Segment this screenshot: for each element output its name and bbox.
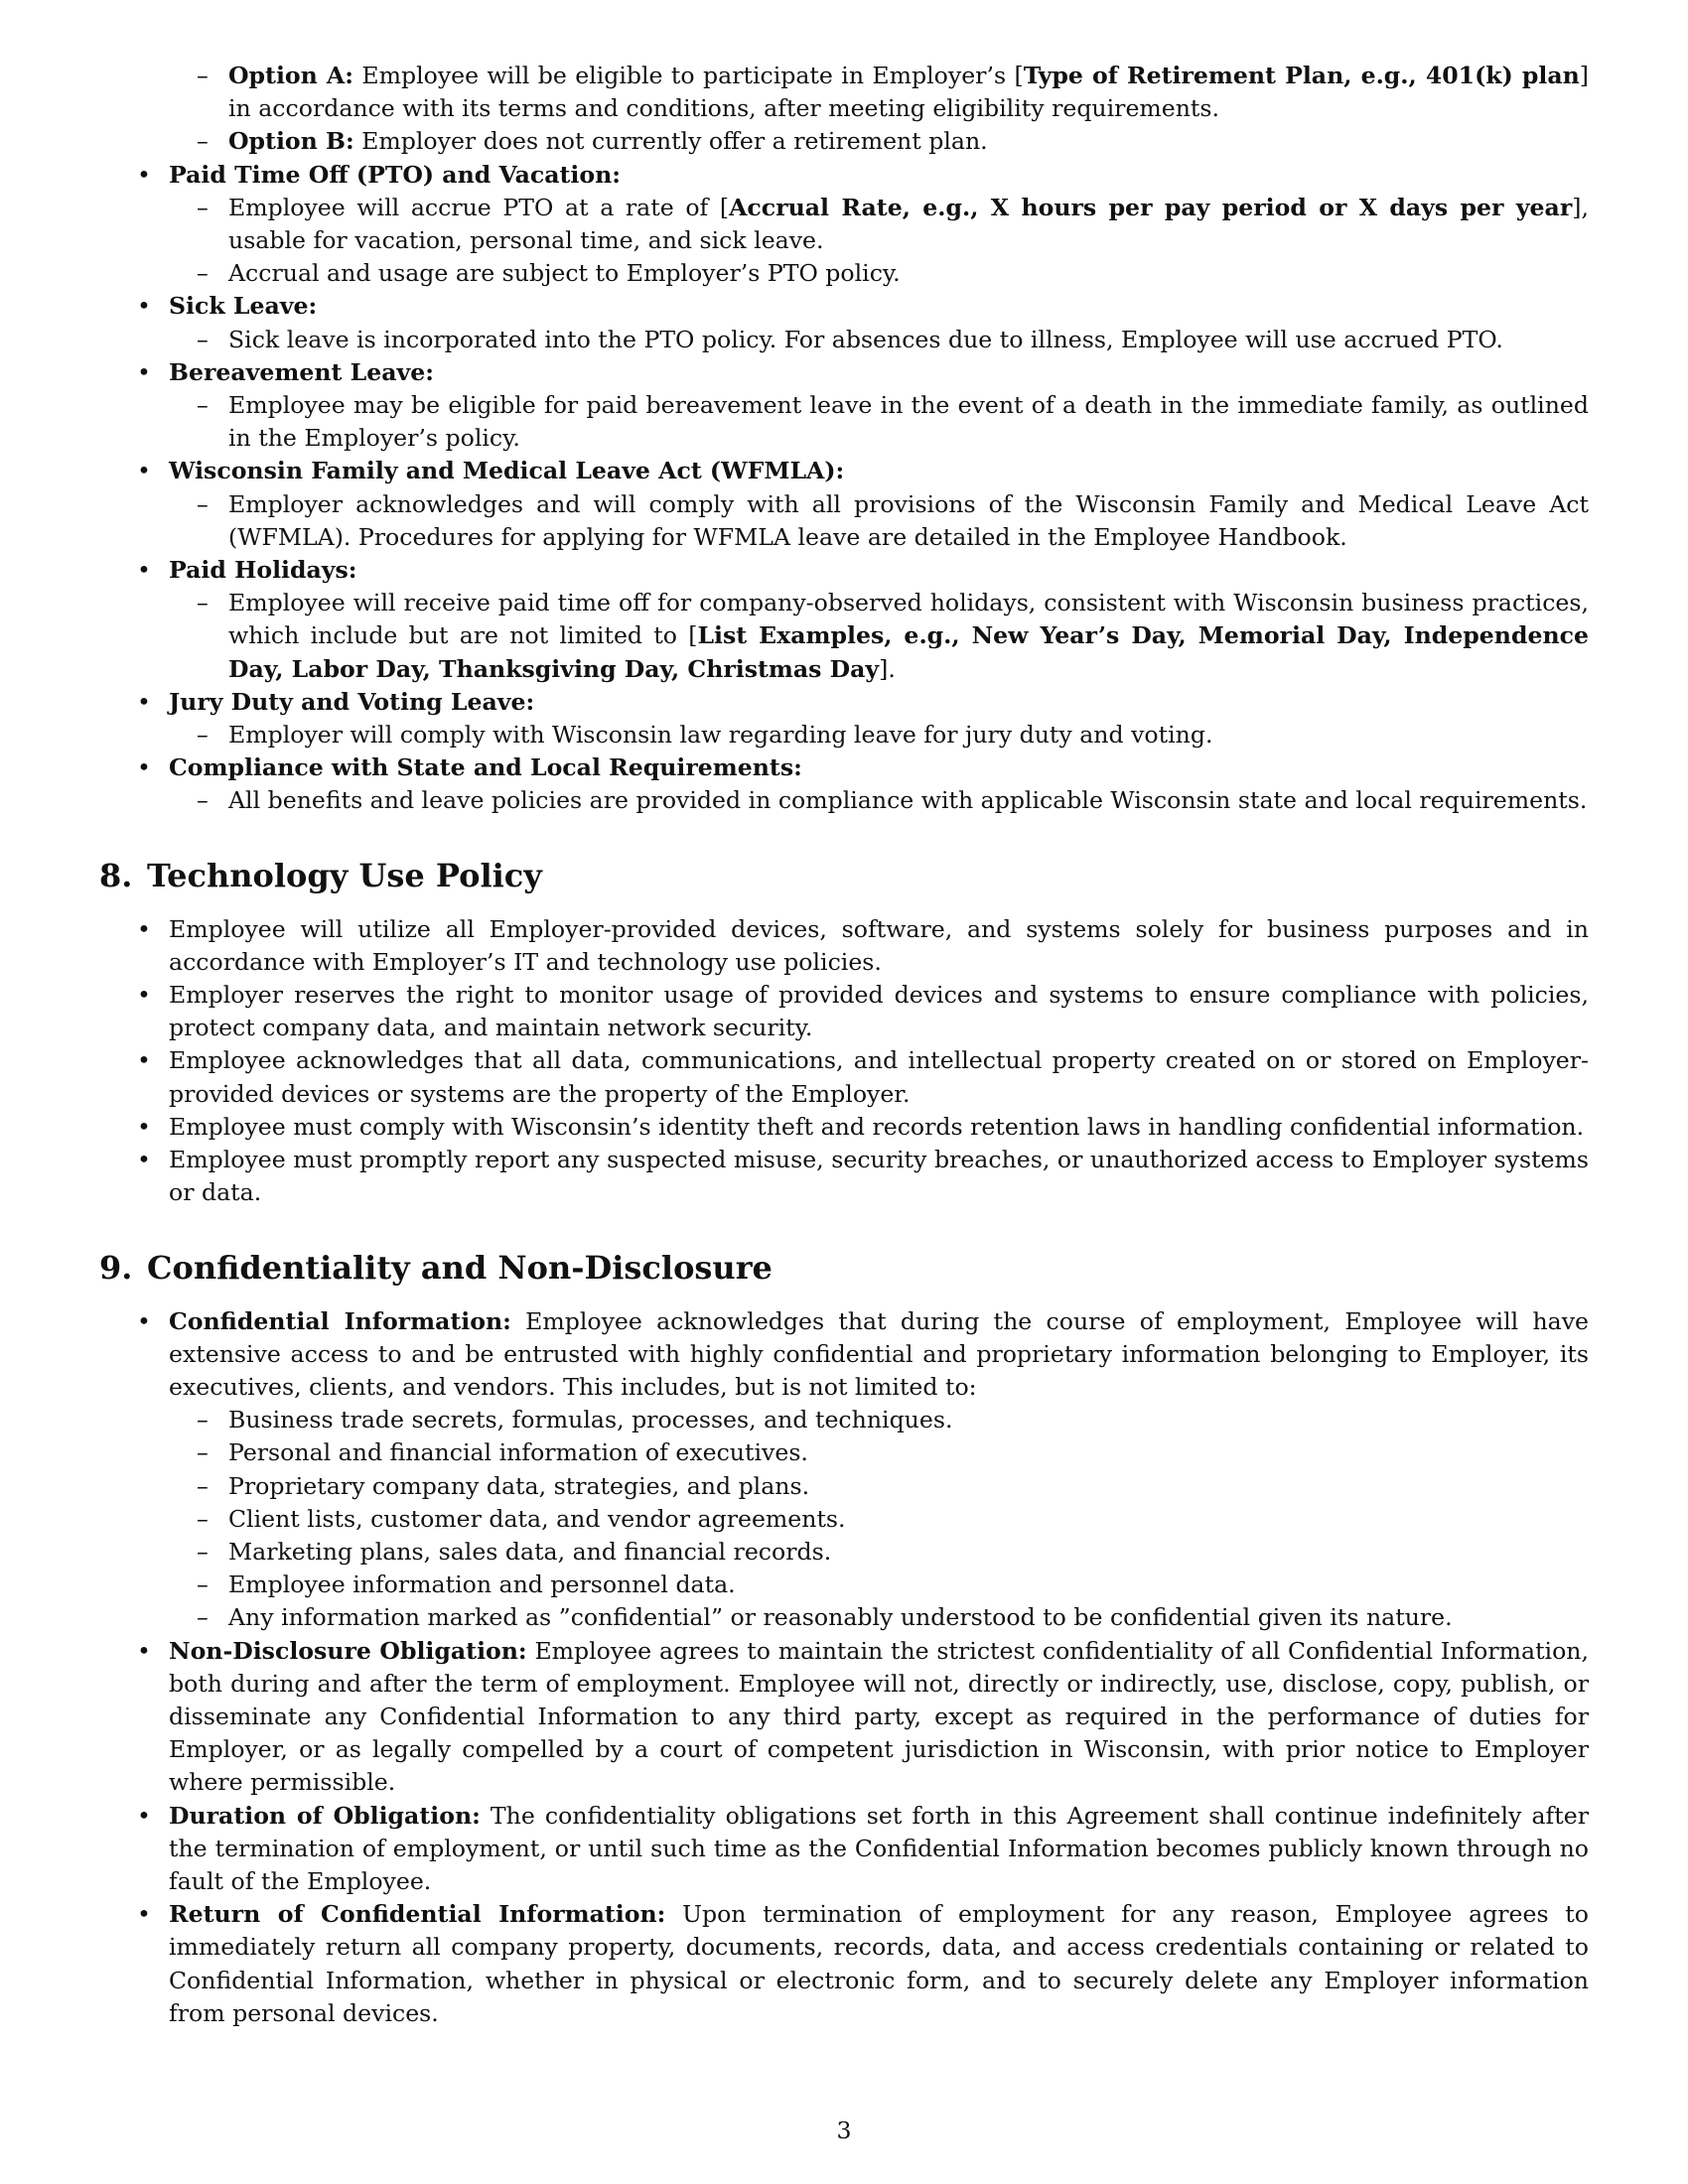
confidentiality-list xyxy=(99,1305,1589,2030)
list-item: – Personal and financial information of executives. xyxy=(169,1436,1589,1469)
return-item: • Return of Confidential Information: Upon termination of employment for any reason, Employee agrees to immediately return all company property, documents, records, data, and access credentials containing or related to Confidential Information, whether in physical or electronic form, and to securely delete any Employer information from personal devices. xyxy=(99,1898,1589,2030)
jury-duty-item: • Jury Duty and Voting Leave: – Employer will comply with Wisconsin law regarding leave for jury duty and voting. xyxy=(99,686,1589,751)
list-item: – Client lists, customer data, and vendor agreements. xyxy=(169,1503,1589,1536)
pto-accrual: – Employee will accrue PTO at a rate of [Accrual Rate, e.g., X hours per pay period or X days per year], usable for vacation, personal time, and sick leave. xyxy=(169,192,1589,257)
list-item: – Marketing plans, sales data, and financial records. xyxy=(169,1536,1589,1569)
list-item: – Business trade secrets, formulas, processes, and techniques. xyxy=(169,1404,1589,1436)
compliance-text: – All benefits and leave policies are provided in compliance with applicable Wisconsin state and local requirements. xyxy=(169,784,1589,817)
duration-item: • Duration of Obligation: The confidentiality obligations set forth in this Agreement shall continue indefinitely after the termination of employment, or until such time as the Confidential Information becomes publicly known through no fault of the Employee. xyxy=(99,1800,1589,1899)
compliance-item: • Compliance with State and Local Requirements: – All benefits and leave policies are provided in compliance with applicable Wisconsin state and local requirements. xyxy=(99,751,1589,817)
list-item: • Employee acknowledges that all data, communications, and intellectual property created on or stored on Employer-provided devices or systems are the property of the Employer. xyxy=(99,1044,1589,1110)
benefits-list xyxy=(99,159,1589,818)
list-item: • Employer reserves the right to monitor usage of provided devices and systems to ensure compliance with policies, protect company data, and maintain network security. xyxy=(99,979,1589,1044)
list-item: – Employee information and personnel data. xyxy=(169,1569,1589,1601)
pto-policy: – Accrual and usage are subject to Employer’s PTO policy. xyxy=(169,257,1589,290)
list-item: • Employee will utilize all Employer-provided devices, software, and systems solely for business purposes and in accordance with Employer’s IT and technology use policies. xyxy=(99,913,1589,979)
non-disclosure-item: • Non-Disclosure Obligation: Employee agrees to maintain the strictest confidentiality of all Confidential Information, both during and after the term of employment. Employee will not, directly or indirectly, use, disclose, copy, publish, or disseminate any Confidential Information to any third party, except as required in the performance of duties for Employer, or as legally compelled by a court of competent jurisdiction in Wisconsin, with prior notice to Employer where permissible. xyxy=(99,1635,1589,1800)
bereavement-leave-item: • Bereavement Leave: – Employee may be eligible for paid bereavement leave in the event of a death in the immediate family, as outlined in the Employer’s policy. xyxy=(99,356,1589,456)
section-8-heading: 8. Technology Use Policy xyxy=(99,856,542,894)
sick-leave-text: – Sick leave is incorporated into the PTO policy. For absences due to illness, Employee will use accrued PTO. xyxy=(169,324,1589,356)
list-item: – Proprietary company data, strategies, and plans. xyxy=(169,1470,1589,1503)
holidays-text: – Employee will receive paid time off for company-observed holidays, consistent with Wisconsin business practices, which include but are not limited to [List Examples, e.g., New Year’s Day, Memorial Day, Independence Day, Labor Day, Thanksgiving Day, Christmas Day]. xyxy=(169,587,1589,686)
page-number: 3 xyxy=(836,2116,852,2144)
placeholder-accrual-rate: Accrual Rate, e.g., X hours per pay period or X days per year xyxy=(729,193,1573,221)
technology-policy-list xyxy=(99,913,1589,1210)
placeholder-holidays: List Examples, e.g., New Year’s Day, Memorial Day, Independence Day, Labor Day, Thanksgiving Day, Christmas Day xyxy=(228,621,1589,683)
paid-holidays-item: • Paid Holidays: – Employee will receive paid time off for company-observed holidays, consistent with Wisconsin business practices, which include but are not limited to [List Examples, e.g., New Year’s Day, Memorial Day, Independence Day, Labor Day, Thanksgiving Day, Christmas Day]. xyxy=(99,554,1589,686)
list-item: – Any information marked as ”confidential” or reasonably understood to be confidential given its nature. xyxy=(169,1601,1589,1634)
retirement-options-list xyxy=(99,60,1589,159)
sick-leave-item: • Sick Leave: – Sick leave is incorporated into the PTO policy. For absences due to illness, Employee will use accrued PTO. xyxy=(99,290,1589,355)
list-item: • Employee must promptly report any suspected misuse, security breaches, or unauthorized access to Employer systems or data. xyxy=(99,1144,1589,1209)
wfmla-text: – Employer acknowledges and will comply with all provisions of the Wisconsin Family and Medical Leave Act (WFMLA). Procedures for applying for WFMLA leave are detailed in the Employee Handbook. xyxy=(169,488,1589,554)
jury-duty-text: – Employer will comply with Wisconsin law regarding leave for jury duty and voting. xyxy=(169,719,1589,751)
section-9-heading: 9. Confidentiality and Non-Disclosure xyxy=(99,1248,773,1287)
option-b-item: – Option B: Employer does not currently offer a retirement plan. xyxy=(99,125,1589,158)
confidential-information-item: • Confidential Information: Employee acknowledges that during the course of employment, Employee will have extensive access to and be entrusted with highly confidential and proprietary information belonging to Employer, its executives, clients, and vendors. This includes, but is not limited to: – Business trade secrets, formulas, processes, and techniques. – Personal and financial information of executives. – Proprietary company data, strategies, and plans. – Client lists, customer data, and vendor agreements. – Marketing plans, sales data, and financial records. – Employee information and personnel data. – Any information marked as ”confidential” or reasonably understood to be confidential given its nature. xyxy=(99,1305,1589,1635)
option-a-item: – Option A: Employee will be eligible to participate in Employer’s [Type of Retirement Plan, e.g., 401(k) plan] in accordance with its terms and conditions, after meeting eligibility requirements. xyxy=(99,60,1589,125)
list-item: • Employee must comply with Wisconsin’s identity theft and records retention laws in handling confidential information. xyxy=(99,1111,1589,1144)
page-content xyxy=(99,60,1589,2030)
bereavement-text: – Employee may be eligible for paid bereavement leave in the event of a death in the immediate family, as outlined in the Employer’s policy. xyxy=(169,389,1589,455)
pto-item: • Paid Time Off (PTO) and Vacation: – Employee will accrue PTO at a rate of [Accrual Rate, e.g., X hours per pay period or X days per year], usable for vacation, personal time, and sick leave. – Accrual and usage are subject to Employer’s PTO policy. xyxy=(99,159,1589,291)
wfmla-item: • Wisconsin Family and Medical Leave Act (WFMLA): – Employer acknowledges and will comply with all provisions of the Wisconsin Family and Medical Leave Act (WFMLA). Procedures for applying for WFMLA leave are detailed in the Employee Handbook. xyxy=(99,455,1589,554)
placeholder-retirement-plan: Type of Retirement Plan, e.g., 401(k) plan xyxy=(1023,62,1580,89)
